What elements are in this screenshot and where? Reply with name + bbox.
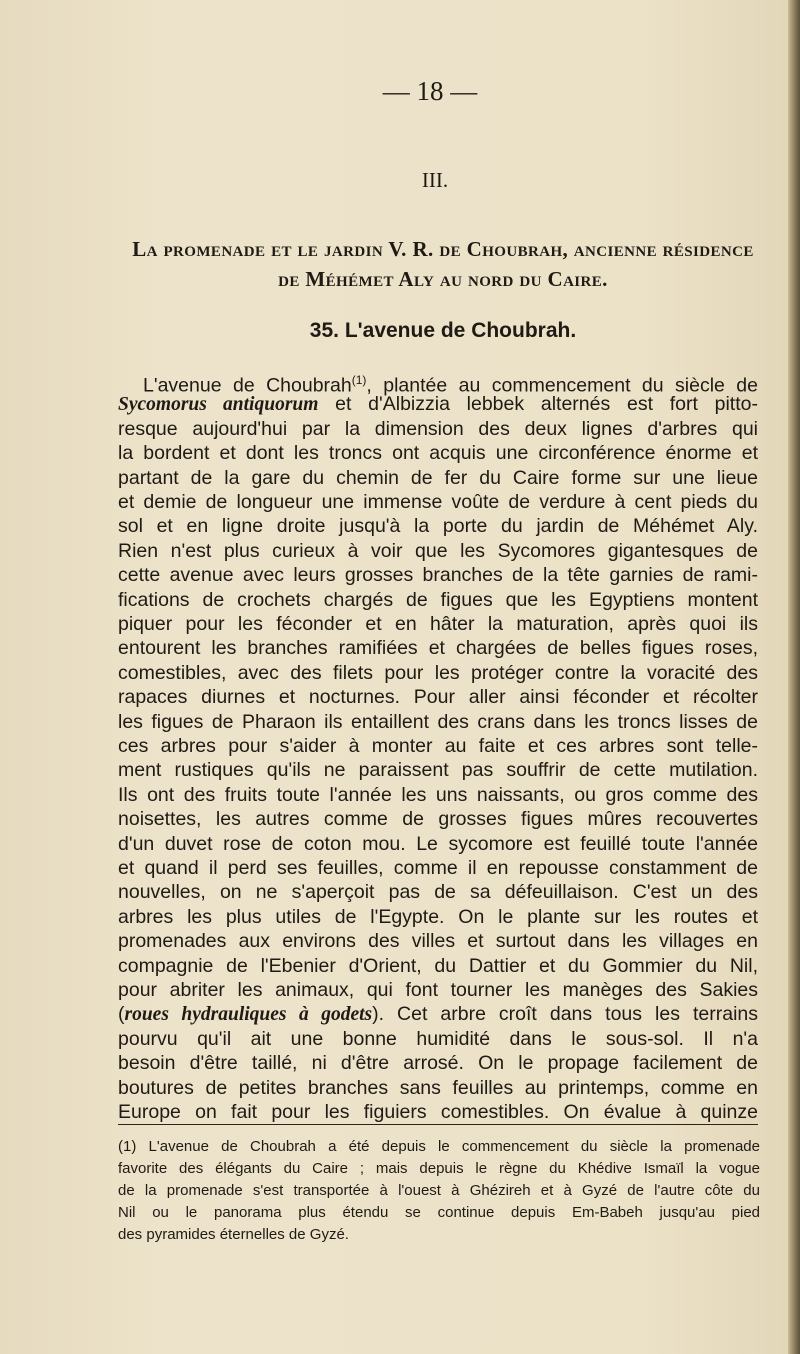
text-line: compagnie de l'Ebenier d'Orient, du Dattier et du Gommier du Nil,: [118, 954, 758, 977]
text-line: la bordent et dont les troncs ont acquis une circonférence énorme et: [118, 442, 758, 465]
page-number: — 18 —: [382, 76, 478, 106]
text-line: (roues hydrauliques à godets). Cet arbre croît dans tous les terrains: [118, 1003, 758, 1026]
text-line: pourvu qu'il ait une bonne humidité dans le sous-sol. Il n'a: [118, 1027, 758, 1050]
text-line: promenades aux environs des villes et surtout dans les villages en: [118, 930, 758, 953]
text-line: piquer pour les féconder et en hâter la maturation, après quoi ils: [118, 613, 758, 635]
text-line: nouvelles, on ne s'aperçoit pas de sa défeuillaison. C'est un des: [118, 881, 758, 904]
text-line: d'un duvet rose de coton mou. Le sycomore est feuillé toute l'année: [118, 832, 758, 855]
footnote-line: favorite des élégants du Caire ; mais depuis le règne du Khédive Ismaïl la vogue: [118, 1160, 760, 1177]
footnote-rule: [118, 1124, 758, 1125]
text-line: besoin d'être taillé, ni d'être arrosé. On le propage facilement de: [118, 1052, 758, 1075]
chapter-title: [118, 234, 768, 294]
page-edge: [788, 0, 800, 1354]
text-line: Europe on fait pour les figuiers comestibles. On évalue à quinze: [118, 1101, 758, 1123]
text-line: ces arbres pour s'aider à monter au faite et ces arbres sont telle-: [118, 735, 758, 757]
text-line: L'avenue de Choubrah$^{(1)}$, plantée au commencement du siècle de: [143, 373, 758, 397]
text-line: sol et en ligne droite jusqu'à la porte du jardin de Méhémet Aly.: [118, 515, 758, 538]
text-line: pour abriter les animaux, qui font tourner les manèges des Sakies: [118, 979, 758, 1001]
text-line: entourent les branches ramifiées et chargées de belles figues roses,: [118, 637, 758, 660]
text-line: arbres les plus utiles de l'Egypte. On le plante sur les routes et: [118, 905, 758, 928]
text-line: noisettes, les autres comme de grosses figues mûres recouvertes: [118, 808, 758, 831]
text-line: Ils ont des fruits toute l'année les uns naissants, ou gros comme des: [118, 783, 758, 806]
section-number: III.: [421, 168, 449, 192]
footnote-line: de la promenade s'est transportée à l'ouest à Ghézireh et à Gyzé de l'autre côte du: [118, 1182, 760, 1199]
text-line: ment rustiques qu'ils ne paraissent pas souffrir de cette mutilation.: [118, 759, 758, 782]
text-line: Rien n'est plus curieux à voir que les Sycomores gigantesques de: [118, 539, 758, 562]
text-line: fications de crochets chargés de figues que les Egyptiens montent: [118, 588, 758, 611]
footnote-line: des pyramides éternelles de Gyzé.: [118, 1226, 349, 1243]
sub-heading: 35. L'avenue de Choubrah.: [309, 319, 577, 342]
footnote-marker: (1): [351, 373, 367, 387]
text-line: et demie de longueur une immense voûte de verdure à cent pieds du: [118, 491, 758, 513]
footnote-line: Nil ou le panorama plus étendu se continue depuis Em-Babeh jusqu'au pied: [118, 1204, 760, 1221]
chapter-title-line: de Méhémet Aly au nord du Caire.: [278, 267, 608, 291]
text-line: rapaces diurnes et nocturnes. Pour aller ainsi féconder et récolter: [118, 686, 758, 709]
text-line: partant de la gare du chemin de fer du Caire forme sur une lieue: [118, 466, 758, 489]
text-line: les figues de Pharaon ils entaillent des crans dans les troncs lisses de: [118, 710, 758, 733]
text-line: boutures de petites branches sans feuilles au printemps, comme en: [118, 1076, 758, 1099]
text-line: comestibles, avec des filets pour les protéger contre la voracité des: [118, 661, 758, 684]
chapter-title-line: La promenade et le jardin V. R. de Choubrah, ancienne résidence: [132, 237, 754, 261]
text-line: resque aujourd'hui par la dimension des deux lignes d'arbres qui: [118, 417, 758, 440]
footnote-line: (1) L'avenue de Choubrah a été depuis le commencement du siècle la promenade: [118, 1138, 760, 1155]
text-line: cette avenue avec leurs grosses branches de la tête garnies de rami-: [118, 564, 758, 587]
text-line: Sycomorus antiquorum et d'Albizzia lebbek alternés est fort pitto-: [118, 393, 758, 416]
text-line: et quand il perd ses feuilles, comme il en repousse constamment de: [118, 857, 758, 879]
